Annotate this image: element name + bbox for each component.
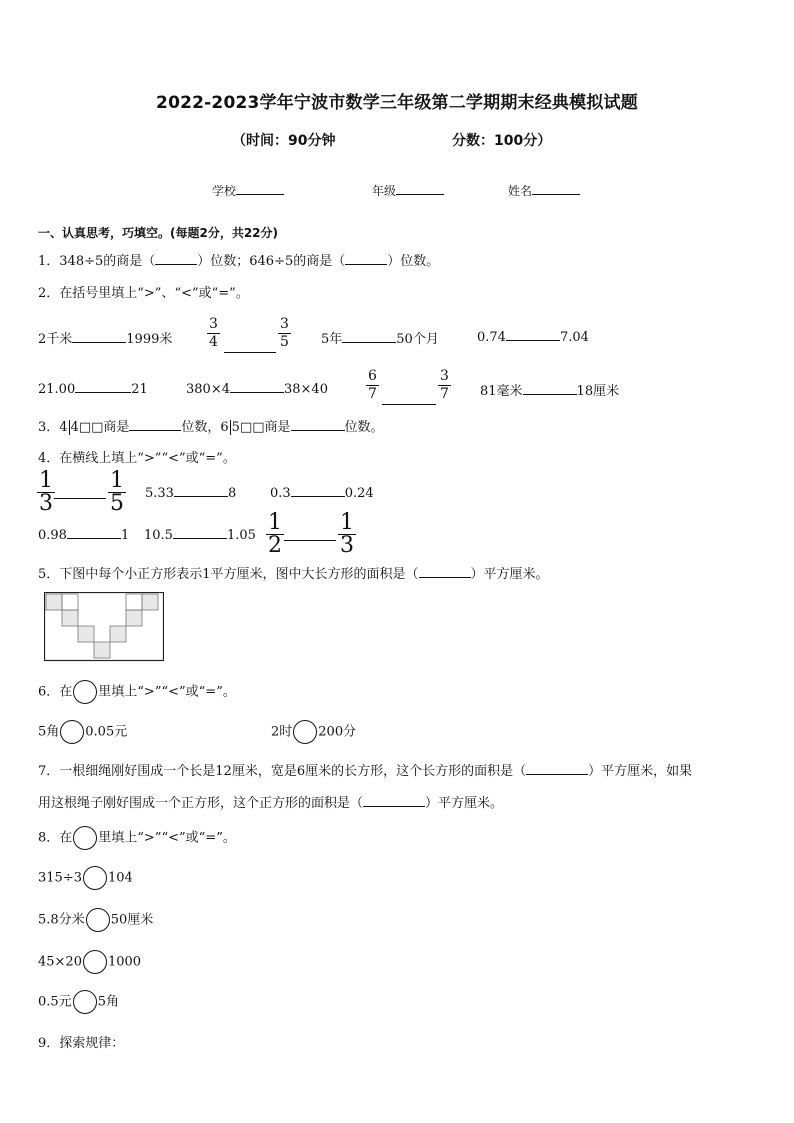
school-field: 学校 [212, 182, 284, 199]
q2-fraction-1: 3 4 [209, 316, 218, 350]
q4-fraction-1: 1 3 [39, 468, 53, 516]
question-2: 2．在括号里填上“>”、“<”或“=”。 [38, 286, 249, 301]
q8-item-3: 45×20 1000 [38, 950, 141, 974]
q2-item-8: 81毫米 18厘米 [480, 384, 620, 399]
name-field: 姓名 [508, 182, 580, 199]
q4-item-2: 5.33 8 [145, 486, 237, 501]
grade-field: 年级 [372, 182, 444, 199]
answer-circle[interactable] [83, 950, 107, 974]
grid-figure [44, 592, 164, 662]
q4-item-3: 0.3 0.24 [270, 486, 374, 501]
q2-item-5: 21.00 21 [38, 382, 148, 397]
q2-fraction-4: 3 7 [440, 368, 449, 402]
q2-item-3: 5年 50个月 [321, 332, 439, 347]
q2-item-4: 0.74 7.04 [477, 330, 589, 345]
answer-circle[interactable] [83, 866, 107, 890]
q2-fraction-2: 3 5 [280, 316, 289, 350]
question-5: 5．下图中每个小正方形表示1平方厘米，图中大长方形的面积是（ ）平方厘米。 [38, 567, 549, 582]
answer-circle[interactable] [73, 990, 97, 1014]
question-9: 9．探索规律： [38, 1036, 125, 1051]
question-3: 3．4 4□□商是 位数，6 5□□商是 位数。 [38, 420, 384, 435]
q6-item-1: 5角 0.05元 [38, 720, 127, 744]
q2-item-6: 380×4 38×40 [186, 382, 328, 397]
q8-item-2: 5.8分米 50厘米 [38, 908, 153, 932]
question-8: 8．在 里填上“>”“<”或“=”。 [38, 826, 236, 850]
q2-item-1: 2千米 1999米 [38, 332, 173, 347]
answer-circle[interactable] [73, 680, 97, 704]
q4-fraction-2: 1 5 [110, 468, 124, 516]
question-7-line-2: 用这根绳子刚好围成一个正方形，这个正方形的面积是（ ）平方厘米。 [38, 796, 504, 811]
q4-fraction-3: 1 2 [268, 510, 282, 558]
q6-item-2: 2时 200分 [271, 720, 356, 744]
q4-fraction-4: 1 3 [340, 510, 354, 558]
q2-fraction-3: 6 7 [368, 368, 377, 402]
question-1: 1．348÷5的商是（ ）位数；646÷5的商是（ ）位数。 [38, 254, 440, 269]
q4-item-5: 10.5 1.05 [144, 528, 256, 543]
question-6: 6．在 里填上“>”“<”或“=”。 [38, 680, 236, 704]
answer-circle[interactable] [86, 908, 110, 932]
score-label: 分数：100分） [452, 133, 552, 149]
q8-item-4: 0.5元 5角 [38, 990, 119, 1014]
q4-item-4: 0.98 1 [38, 528, 130, 543]
question-7-line-1: 7．一根细绳刚好围成一个长是12厘米，宽是6厘米的长方形，这个长方形的面积是（ ）平方厘米，如果 [38, 764, 693, 779]
section-heading: 一、认真思考，巧填空。(每题2分，共22分) [38, 226, 279, 240]
answer-circle[interactable] [293, 720, 317, 744]
q8-item-1: 315÷3 104 [38, 866, 133, 890]
question-4: 4．在横线上填上“>”“<”或“=”。 [38, 451, 236, 466]
time-label: （时间：90分钟 [232, 133, 336, 149]
page-title: 2022-2023学年宁波市数学三年级第二学期期末经典模拟试题 [156, 93, 638, 113]
answer-circle[interactable] [73, 826, 97, 850]
answer-circle[interactable] [60, 720, 84, 744]
